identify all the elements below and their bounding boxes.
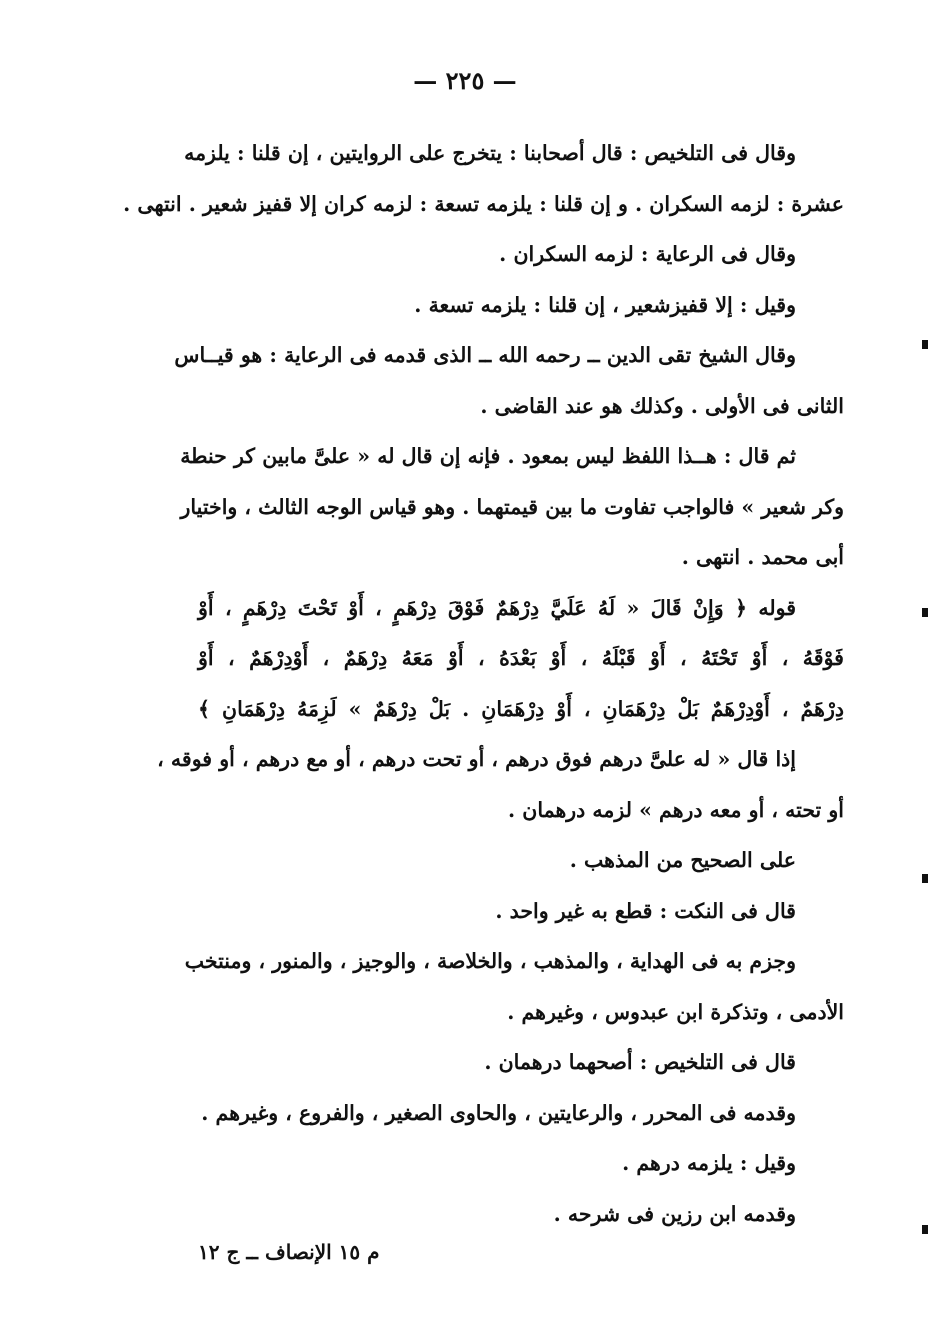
text-line: وجزم به فى الهداية ، والمذهب ، والخلاصة ، والوجيز ، والمنور ، ومنتخب bbox=[184, 949, 796, 973]
text-line: وكر شعير » فالواجب تفاوت ما بين قيمتهما . وهو قياس الوجه الثالث ، واختيار bbox=[180, 494, 844, 519]
text-line: وقال فى التلخيص : قال أصحابنا : يتخرج على الروايتين ، إن قلنا : يلزمه bbox=[184, 141, 796, 165]
text-line: إذا قال « له علىَّ درهم فوق درهم ، أو تحت درهم ، أو مع درهم ، أو فوقه ، bbox=[157, 747, 796, 771]
text-line: قوله ﴿ وَإِنْ قَالَ « لَهُ عَلَيَّ دِرْهَمٌ فَوْقَ دِرْهَمٍ ، أَوْ تَحْتَ دِرْهَمٍ ، أَوْ bbox=[198, 595, 796, 620]
footer-signature: م ١٥ الإنصاف ــ ج ١٢ bbox=[198, 1240, 380, 1264]
text-line: عشرة : لزمه السكران . و إن قلنا : يلزمه تسعة : لزمه كران إلا قفيز شعير . انتهى . bbox=[123, 191, 844, 216]
text-line: على الصحيح من المذهب . bbox=[569, 848, 796, 872]
body-text bbox=[123, 128, 844, 1239]
text-line: وقيل : يلزمه درهم . bbox=[622, 1151, 796, 1175]
margin-mark bbox=[922, 874, 928, 883]
text-line: قال فى التلخيص : أصحهما درهمان . bbox=[484, 1050, 796, 1074]
text-line: فَوْقَهُ ، أَوْ تَحْتَهُ ، أَوْ قَبْلَهُ ، أَوْ بَعْدَهُ ، أَوْ مَعَهُ دِرْهَمٌ ، أَوْدِرْهَمٌ ، أَوْ bbox=[198, 646, 844, 670]
text-line: دِرْهَمٌ ، أَوْدِرْهَمٌ بَلْ دِرْهَمَانِ ، أَوْ دِرْهَمَانِ . بَلْ دِرْهَمٌ » لَزِمَهُ دِرْهَمَانِ ﴾ bbox=[198, 696, 844, 721]
page-number: — ٢٢٥ — bbox=[413, 66, 517, 95]
text-line: أو تحته ، أو معه درهم » لزمه درهمان . bbox=[508, 797, 844, 822]
margin-mark bbox=[922, 340, 928, 349]
text-line: أبى محمد . انتهى . bbox=[681, 545, 844, 569]
text-line: وقال الشيخ تقى الدين ــ رحمه الله ــ الذى قدمه فى الرعاية : هو قيــاس bbox=[174, 343, 796, 367]
text-line: وقال فى الرعاية : لزمه السكران . bbox=[499, 242, 796, 266]
text-line: الأدمى ، وتذكرة ابن عبدوس ، وغيرهم . bbox=[507, 999, 844, 1024]
margin-mark bbox=[922, 608, 928, 617]
text-line: ثم قال : هــذا اللفظ ليس بمعود . فإنه إن قال له « علىَّ مابين كر حنطة bbox=[180, 444, 796, 468]
margin-mark bbox=[922, 1225, 928, 1234]
text-line: وقدمه فى المحرر ، والرعايتين ، والحاوى الصغير ، والفروع ، وغيرهم . bbox=[201, 1100, 796, 1125]
text-line: وقيل : إلا قفيزشعير ، إن قلنا : يلزمه تسعة . bbox=[414, 292, 796, 317]
text-line: وقدمه ابن رزين فى شرحه . bbox=[553, 1201, 796, 1226]
text-line: الثانى فى الأولى . وكذلك هو عند القاضى . bbox=[480, 393, 844, 418]
text-line: قال فى النكت : قطع به غير واحد . bbox=[495, 898, 796, 923]
